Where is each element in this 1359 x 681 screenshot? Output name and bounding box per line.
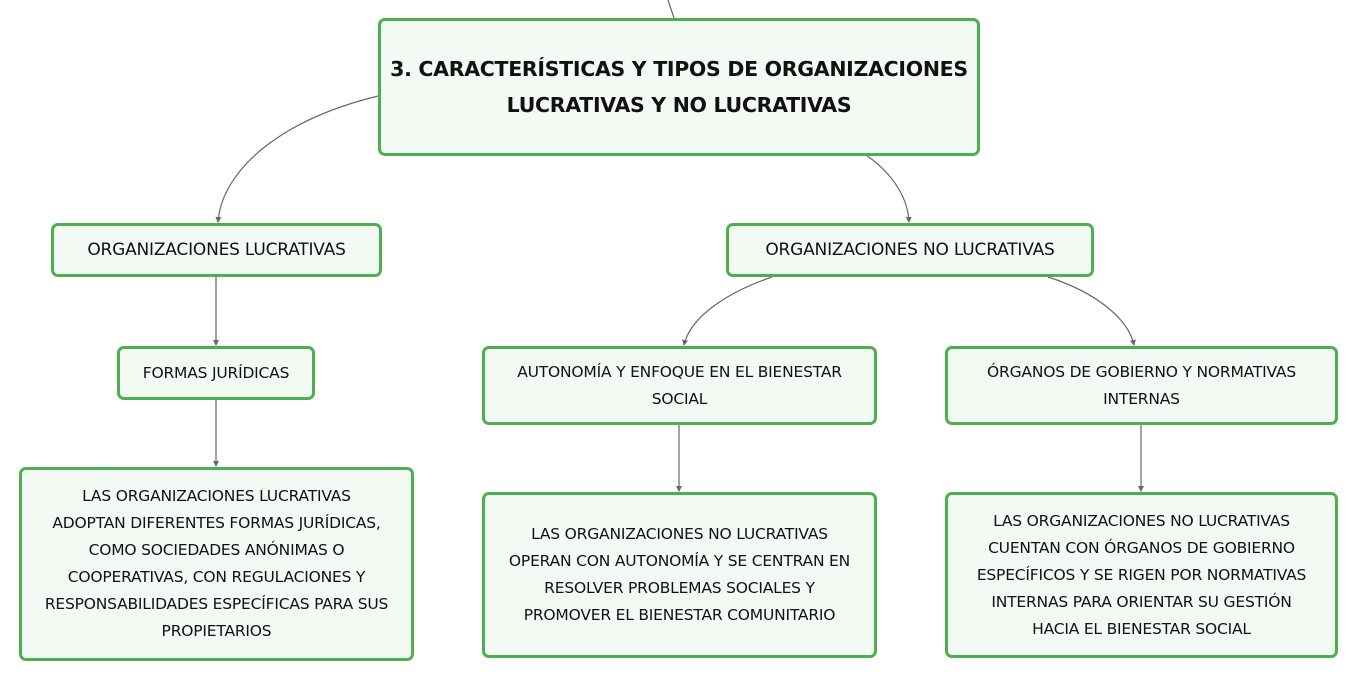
organos-description-node[interactable] bbox=[945, 492, 1338, 658]
description-line: COMO SOCIEDADES ANÓNIMAS O bbox=[88, 541, 345, 559]
description-line: ESPECÍFICOS Y SE RIGEN POR NORMATIVAS bbox=[976, 565, 1307, 584]
organos-label-line-1: ÓRGANOS DE GOBIERNO Y NORMATIVAS bbox=[987, 362, 1296, 381]
description-line: PROPIETARIOS bbox=[161, 622, 272, 640]
formas-juridicas-node[interactable] bbox=[117, 346, 315, 400]
description-line: LAS ORGANIZACIONES NO LUCRATIVAS bbox=[531, 525, 828, 543]
autonomia-description-node[interactable] bbox=[482, 492, 877, 658]
description-line: COOPERATIVAS, CON REGULACIONES Y bbox=[67, 568, 366, 586]
root-title-line-1: 3. CARACTERÍSTICAS Y TIPOS DE ORGANIZACIONES bbox=[390, 57, 968, 81]
autonomia-label-line-1: AUTONOMÍA Y ENFOQUE EN EL BIENESTAR bbox=[517, 362, 842, 381]
autonomia-label-line-2: SOCIAL bbox=[651, 389, 708, 408]
connector-root-to-lucrativas bbox=[218, 96, 378, 222]
root-title-line-2: LUCRATIVAS Y NO LUCRATIVAS bbox=[506, 93, 852, 117]
formas-juridicas-label: FORMAS JURÍDICAS bbox=[142, 363, 290, 382]
organos-node[interactable] bbox=[945, 346, 1338, 425]
autonomia-node[interactable] bbox=[482, 346, 877, 425]
lucrativas-description-node[interactable] bbox=[19, 467, 414, 661]
description-line: INTERNAS PARA ORIENTAR SU GESTIÓN bbox=[991, 592, 1292, 611]
description-line: HACIA EL BIENESTAR SOCIAL bbox=[1032, 619, 1251, 638]
description-line: RESPONSABILIDADES ESPECÍFICAS PARA SUS bbox=[44, 595, 389, 613]
description-line: LAS ORGANIZACIONES LUCRATIVAS bbox=[82, 487, 351, 505]
description-line: ADOPTAN DIFERENTES FORMAS JURÍDICAS, bbox=[52, 514, 381, 532]
description-line: PROMOVER EL BIENESTAR COMUNITARIO bbox=[523, 606, 836, 624]
no-lucrativas-node[interactable] bbox=[726, 223, 1094, 277]
no-lucrativas-label: ORGANIZACIONES NO LUCRATIVAS bbox=[765, 239, 1055, 260]
lucrativas-node[interactable] bbox=[51, 223, 382, 277]
root-topic-node[interactable] bbox=[378, 18, 980, 156]
lucrativas-label: ORGANIZACIONES LUCRATIVAS bbox=[87, 239, 346, 260]
connector-no-lucrativas-to-autonomia bbox=[684, 277, 772, 345]
organos-label-line-2: INTERNAS bbox=[1103, 389, 1180, 408]
connector-parent-to-root bbox=[668, 0, 674, 18]
description-line: OPERAN CON AUTONOMÍA Y SE CENTRAN EN bbox=[508, 552, 851, 570]
description-line: CUENTAN CON ÓRGANOS DE GOBIERNO bbox=[988, 538, 1295, 557]
description-line: LAS ORGANIZACIONES NO LUCRATIVAS bbox=[993, 511, 1290, 530]
connector-no-lucrativas-to-organos bbox=[1048, 277, 1134, 345]
description-line: RESOLVER PROBLEMAS SOCIALES Y bbox=[544, 579, 815, 597]
connector-root-to-no-lucrativas bbox=[866, 155, 909, 222]
